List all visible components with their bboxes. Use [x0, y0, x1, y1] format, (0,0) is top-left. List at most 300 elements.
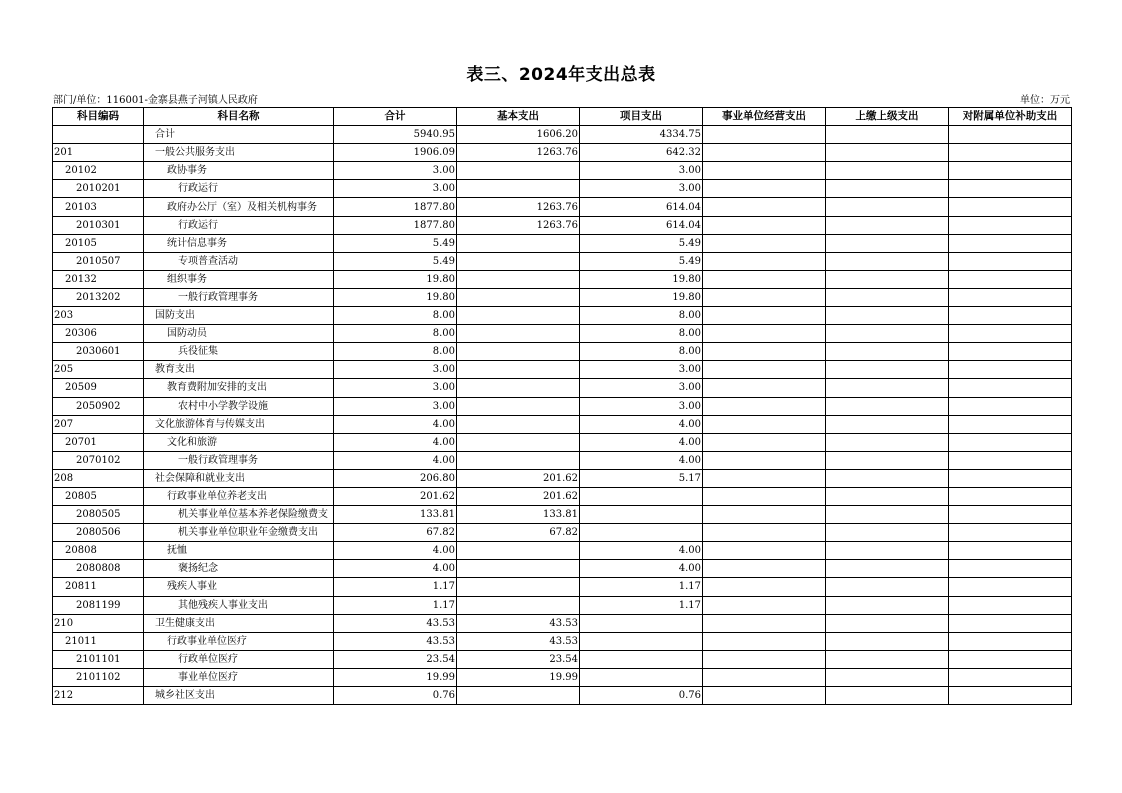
cell-total: 4.00: [334, 560, 457, 578]
header-total: 合计: [334, 108, 457, 126]
cell-code: 2010507: [53, 252, 144, 270]
cell-remit-superior: [826, 162, 949, 180]
cell-project: [580, 668, 703, 686]
cell-project: 614.04: [580, 216, 703, 234]
cell-operating: [703, 198, 826, 216]
cell-project: 1.17: [580, 578, 703, 596]
cell-name: 抚恤: [144, 542, 334, 560]
cell-total: 8.00: [334, 307, 457, 325]
cell-operating: [703, 451, 826, 469]
cell-project: 8.00: [580, 325, 703, 343]
cell-remit-superior: [826, 180, 949, 198]
cell-total: 201.62: [334, 487, 457, 505]
cell-remit-superior: [826, 216, 949, 234]
unit-label: 单位：万元: [1020, 95, 1070, 106]
cell-operating: [703, 162, 826, 180]
cell-remit-superior: [826, 198, 949, 216]
cell-remit-superior: [826, 343, 949, 361]
cell-basic: [457, 578, 580, 596]
cell-project: 4.00: [580, 542, 703, 560]
cell-project: 5.49: [580, 234, 703, 252]
cell-remit-superior: [826, 578, 949, 596]
table-row: [53, 650, 1072, 668]
cell-name: 褒扬纪念: [144, 560, 334, 578]
cell-name: 卫生健康支出: [144, 614, 334, 632]
cell-remit-superior: [826, 560, 949, 578]
cell-subsidy-affiliates: [949, 560, 1072, 578]
cell-name: 教育费附加安排的支出: [144, 379, 334, 397]
cell-basic: [457, 379, 580, 397]
cell-operating: [703, 288, 826, 306]
cell-basic: [457, 162, 580, 180]
cell-basic: 1263.76: [457, 144, 580, 162]
cell-basic: 1263.76: [457, 198, 580, 216]
cell-name: 组织事务: [144, 270, 334, 288]
cell-total: 19.80: [334, 270, 457, 288]
cell-code: 20105: [53, 234, 144, 252]
cell-subsidy-affiliates: [949, 451, 1072, 469]
table-row: [53, 144, 1072, 162]
cell-code: 210: [53, 614, 144, 632]
cell-basic: 23.54: [457, 650, 580, 668]
cell-total: 3.00: [334, 379, 457, 397]
cell-name: 行政运行: [144, 180, 334, 198]
cell-subsidy-affiliates: [949, 288, 1072, 306]
cell-remit-superior: [826, 397, 949, 415]
cell-project: 4.00: [580, 451, 703, 469]
table-row: [53, 126, 1072, 144]
cell-operating: [703, 252, 826, 270]
cell-remit-superior: [826, 126, 949, 144]
table-row: [53, 361, 1072, 379]
cell-remit-superior: [826, 487, 949, 505]
cell-project: 5.49: [580, 252, 703, 270]
cell-remit-superior: [826, 650, 949, 668]
table-body: [53, 126, 1072, 705]
cell-total: 19.80: [334, 288, 457, 306]
header-subject-name: 科目名称: [144, 108, 334, 126]
cell-operating: [703, 415, 826, 433]
cell-code: 208: [53, 469, 144, 487]
cell-name: 教育支出: [144, 361, 334, 379]
table-row: [53, 343, 1072, 361]
cell-name: 事业单位医疗: [144, 668, 334, 686]
cell-name: 国防支出: [144, 307, 334, 325]
cell-operating: [703, 180, 826, 198]
cell-remit-superior: [826, 596, 949, 614]
header-subsidy-affiliates: 对附属单位补助支出: [949, 108, 1072, 126]
table-row: [53, 614, 1072, 632]
cell-name: 一般公共服务支出: [144, 144, 334, 162]
cell-project: 614.04: [580, 198, 703, 216]
cell-code: 20103: [53, 198, 144, 216]
cell-subsidy-affiliates: [949, 180, 1072, 198]
cell-subsidy-affiliates: [949, 307, 1072, 325]
cell-subsidy-affiliates: [949, 433, 1072, 451]
cell-total: 23.54: [334, 650, 457, 668]
table-row: [53, 524, 1072, 542]
cell-basic: [457, 252, 580, 270]
table-row: [53, 307, 1072, 325]
table-row: [53, 578, 1072, 596]
cell-total: 133.81: [334, 506, 457, 524]
cell-name: 合计: [144, 126, 334, 144]
cell-code: 203: [53, 307, 144, 325]
cell-remit-superior: [826, 325, 949, 343]
cell-basic: 1606.20: [457, 126, 580, 144]
cell-total: 1877.80: [334, 216, 457, 234]
cell-code: 205: [53, 361, 144, 379]
table-row: [53, 687, 1072, 705]
cell-subsidy-affiliates: [949, 687, 1072, 705]
cell-basic: [457, 325, 580, 343]
cell-basic: 133.81: [457, 506, 580, 524]
cell-basic: 43.53: [457, 632, 580, 650]
cell-operating: [703, 578, 826, 596]
table-row: [53, 397, 1072, 415]
cell-operating: [703, 216, 826, 234]
cell-name: 机关事业单位职业年金缴费支出: [144, 524, 334, 542]
cell-subsidy-affiliates: [949, 614, 1072, 632]
cell-project: [580, 487, 703, 505]
cell-subsidy-affiliates: [949, 469, 1072, 487]
cell-project: 0.76: [580, 687, 703, 705]
table-row: [53, 198, 1072, 216]
cell-operating: [703, 126, 826, 144]
table-row: [53, 162, 1072, 180]
cell-remit-superior: [826, 270, 949, 288]
cell-project: [580, 614, 703, 632]
cell-remit-superior: [826, 288, 949, 306]
cell-project: 8.00: [580, 307, 703, 325]
cell-remit-superior: [826, 506, 949, 524]
cell-subsidy-affiliates: [949, 542, 1072, 560]
cell-subsidy-affiliates: [949, 216, 1072, 234]
table-row: [53, 216, 1072, 234]
cell-total: 4.00: [334, 542, 457, 560]
cell-operating: [703, 668, 826, 686]
cell-project: 3.00: [580, 361, 703, 379]
cell-remit-superior: [826, 542, 949, 560]
cell-code: 20132: [53, 270, 144, 288]
cell-operating: [703, 379, 826, 397]
cell-operating: [703, 234, 826, 252]
table-row: [53, 469, 1072, 487]
cell-basic: 201.62: [457, 469, 580, 487]
cell-subsidy-affiliates: [949, 578, 1072, 596]
cell-project: 4334.75: [580, 126, 703, 144]
table-row: [53, 180, 1072, 198]
cell-remit-superior: [826, 252, 949, 270]
cell-total: 4.00: [334, 451, 457, 469]
cell-operating: [703, 614, 826, 632]
cell-total: 0.76: [334, 687, 457, 705]
cell-subsidy-affiliates: [949, 397, 1072, 415]
cell-code: 201: [53, 144, 144, 162]
cell-remit-superior: [826, 469, 949, 487]
cell-subsidy-affiliates: [949, 270, 1072, 288]
cell-total: 3.00: [334, 180, 457, 198]
table-row: [53, 325, 1072, 343]
cell-code: 20808: [53, 542, 144, 560]
cell-total: 8.00: [334, 325, 457, 343]
cell-basic: [457, 451, 580, 469]
cell-remit-superior: [826, 614, 949, 632]
header-basic: 基本支出: [457, 108, 580, 126]
cell-code: 2070102: [53, 451, 144, 469]
cell-subsidy-affiliates: [949, 650, 1072, 668]
cell-operating: [703, 325, 826, 343]
cell-total: 1.17: [334, 578, 457, 596]
cell-operating: [703, 542, 826, 560]
cell-operating: [703, 650, 826, 668]
cell-subsidy-affiliates: [949, 126, 1072, 144]
cell-code: 2101101: [53, 650, 144, 668]
cell-subsidy-affiliates: [949, 668, 1072, 686]
cell-remit-superior: [826, 234, 949, 252]
cell-total: 5.49: [334, 252, 457, 270]
cell-name: 行政事业单位养老支出: [144, 487, 334, 505]
cell-remit-superior: [826, 524, 949, 542]
table-row: [53, 270, 1072, 288]
cell-code: 2050902: [53, 397, 144, 415]
table-row: [53, 379, 1072, 397]
cell-basic: [457, 397, 580, 415]
cell-subsidy-affiliates: [949, 415, 1072, 433]
cell-operating: [703, 487, 826, 505]
cell-subsidy-affiliates: [949, 487, 1072, 505]
page-title: 表三、2024年支出总表: [466, 65, 656, 85]
cell-project: 8.00: [580, 343, 703, 361]
cell-subsidy-affiliates: [949, 198, 1072, 216]
cell-operating: [703, 343, 826, 361]
cell-code: 2010301: [53, 216, 144, 234]
cell-code: 2081199: [53, 596, 144, 614]
cell-name: 文化和旅游: [144, 433, 334, 451]
cell-subsidy-affiliates: [949, 506, 1072, 524]
header-operating: 事业单位经营支出: [703, 108, 826, 126]
table-row: [53, 288, 1072, 306]
table-row: [53, 487, 1072, 505]
cell-name: 文化旅游体育与传媒支出: [144, 415, 334, 433]
table-row: [53, 632, 1072, 650]
cell-code: 2030601: [53, 343, 144, 361]
cell-code: 20811: [53, 578, 144, 596]
cell-operating: [703, 361, 826, 379]
cell-subsidy-affiliates: [949, 325, 1072, 343]
cell-total: 5.49: [334, 234, 457, 252]
cell-project: 4.00: [580, 433, 703, 451]
cell-project: 3.00: [580, 397, 703, 415]
cell-basic: 67.82: [457, 524, 580, 542]
table-row: [53, 433, 1072, 451]
header-subject-code: 科目编码: [53, 108, 144, 126]
cell-code: 2080505: [53, 506, 144, 524]
cell-operating: [703, 397, 826, 415]
cell-subsidy-affiliates: [949, 596, 1072, 614]
cell-project: 5.17: [580, 469, 703, 487]
cell-total: 5940.95: [334, 126, 457, 144]
cell-total: 3.00: [334, 361, 457, 379]
cell-subsidy-affiliates: [949, 524, 1072, 542]
cell-code: 212: [53, 687, 144, 705]
cell-basic: [457, 270, 580, 288]
cell-name: 政府办公厅（室）及相关机构事务: [144, 198, 334, 216]
cell-project: 1.17: [580, 596, 703, 614]
cell-project: 642.32: [580, 144, 703, 162]
cell-name: 行政事业单位医疗: [144, 632, 334, 650]
cell-code: 207: [53, 415, 144, 433]
table-row: [53, 506, 1072, 524]
cell-name: 一般行政管理事务: [144, 288, 334, 306]
cell-subsidy-affiliates: [949, 234, 1072, 252]
cell-basic: [457, 288, 580, 306]
cell-subsidy-affiliates: [949, 379, 1072, 397]
cell-basic: [457, 180, 580, 198]
cell-operating: [703, 433, 826, 451]
cell-code: 2080808: [53, 560, 144, 578]
cell-operating: [703, 270, 826, 288]
cell-total: 67.82: [334, 524, 457, 542]
table-row: [53, 668, 1072, 686]
cell-basic: [457, 433, 580, 451]
cell-basic: [457, 361, 580, 379]
cell-operating: [703, 560, 826, 578]
cell-remit-superior: [826, 668, 949, 686]
cell-code: 2010201: [53, 180, 144, 198]
table-row: [53, 252, 1072, 270]
cell-code: 20102: [53, 162, 144, 180]
cell-project: [580, 506, 703, 524]
cell-project: [580, 632, 703, 650]
cell-operating: [703, 632, 826, 650]
cell-code: 20509: [53, 379, 144, 397]
cell-subsidy-affiliates: [949, 252, 1072, 270]
cell-name: 其他残疾人事业支出: [144, 596, 334, 614]
cell-code: 2080506: [53, 524, 144, 542]
header-project: 项目支出: [580, 108, 703, 126]
cell-project: 4.00: [580, 560, 703, 578]
cell-name: 兵役征集: [144, 343, 334, 361]
cell-project: 4.00: [580, 415, 703, 433]
cell-name: 统计信息事务: [144, 234, 334, 252]
cell-project: 19.80: [580, 270, 703, 288]
table-row: [53, 596, 1072, 614]
cell-name: 行政单位医疗: [144, 650, 334, 668]
cell-project: 3.00: [580, 379, 703, 397]
cell-total: 8.00: [334, 343, 457, 361]
cell-basic: [457, 307, 580, 325]
cell-project: 3.00: [580, 162, 703, 180]
cell-name: 行政运行: [144, 216, 334, 234]
table-row: [53, 415, 1072, 433]
header-remit-superior: 上缴上级支出: [826, 108, 949, 126]
cell-name: 国防动员: [144, 325, 334, 343]
cell-basic: [457, 687, 580, 705]
table-row: [53, 451, 1072, 469]
cell-total: 4.00: [334, 415, 457, 433]
cell-remit-superior: [826, 451, 949, 469]
cell-remit-superior: [826, 415, 949, 433]
cell-name: 机关事业单位基本养老保险缴费支: [144, 506, 334, 524]
cell-operating: [703, 524, 826, 542]
cell-operating: [703, 506, 826, 524]
cell-total: 3.00: [334, 397, 457, 415]
cell-operating: [703, 687, 826, 705]
cell-name: 一般行政管理事务: [144, 451, 334, 469]
cell-name: 政协事务: [144, 162, 334, 180]
cell-remit-superior: [826, 361, 949, 379]
cell-basic: 1263.76: [457, 216, 580, 234]
cell-code: 21011: [53, 632, 144, 650]
cell-remit-superior: [826, 687, 949, 705]
cell-subsidy-affiliates: [949, 144, 1072, 162]
cell-name: 专项普查活动: [144, 252, 334, 270]
cell-basic: 43.53: [457, 614, 580, 632]
cell-code: 20805: [53, 487, 144, 505]
cell-name: 城乡社区支出: [144, 687, 334, 705]
cell-project: [580, 524, 703, 542]
table-row: [53, 542, 1072, 560]
cell-total: 43.53: [334, 632, 457, 650]
cell-remit-superior: [826, 144, 949, 162]
cell-name: 残疾人事业: [144, 578, 334, 596]
cell-total: 206.80: [334, 469, 457, 487]
cell-total: 43.53: [334, 614, 457, 632]
cell-operating: [703, 307, 826, 325]
cell-total: 1906.09: [334, 144, 457, 162]
cell-total: 19.99: [334, 668, 457, 686]
cell-remit-superior: [826, 433, 949, 451]
cell-total: 1877.80: [334, 198, 457, 216]
cell-name: 农村中小学教学设施: [144, 397, 334, 415]
cell-remit-superior: [826, 632, 949, 650]
cell-total: 3.00: [334, 162, 457, 180]
cell-code: 2101102: [53, 668, 144, 686]
cell-basic: 19.99: [457, 668, 580, 686]
cell-basic: [457, 415, 580, 433]
cell-code: 20701: [53, 433, 144, 451]
cell-code: 20306: [53, 325, 144, 343]
cell-name: 社会保障和就业支出: [144, 469, 334, 487]
cell-project: 19.80: [580, 288, 703, 306]
cell-remit-superior: [826, 307, 949, 325]
cell-operating: [703, 596, 826, 614]
cell-total: 4.00: [334, 433, 457, 451]
table-row: [53, 234, 1072, 252]
cell-subsidy-affiliates: [949, 632, 1072, 650]
department-label: 部门/单位：116001-金寨县燕子河镇人民政府: [53, 95, 258, 106]
cell-subsidy-affiliates: [949, 343, 1072, 361]
cell-basic: 201.62: [457, 487, 580, 505]
cell-project: 3.00: [580, 180, 703, 198]
cell-operating: [703, 469, 826, 487]
cell-total: 1.17: [334, 596, 457, 614]
cell-code: 2013202: [53, 288, 144, 306]
table-row: [53, 560, 1072, 578]
cell-code: [53, 126, 144, 144]
cell-remit-superior: [826, 379, 949, 397]
cell-basic: [457, 542, 580, 560]
cell-subsidy-affiliates: [949, 162, 1072, 180]
cell-operating: [703, 144, 826, 162]
cell-basic: [457, 234, 580, 252]
cell-subsidy-affiliates: [949, 361, 1072, 379]
cell-project: [580, 650, 703, 668]
cell-basic: [457, 560, 580, 578]
cell-basic: [457, 596, 580, 614]
cell-basic: [457, 343, 580, 361]
